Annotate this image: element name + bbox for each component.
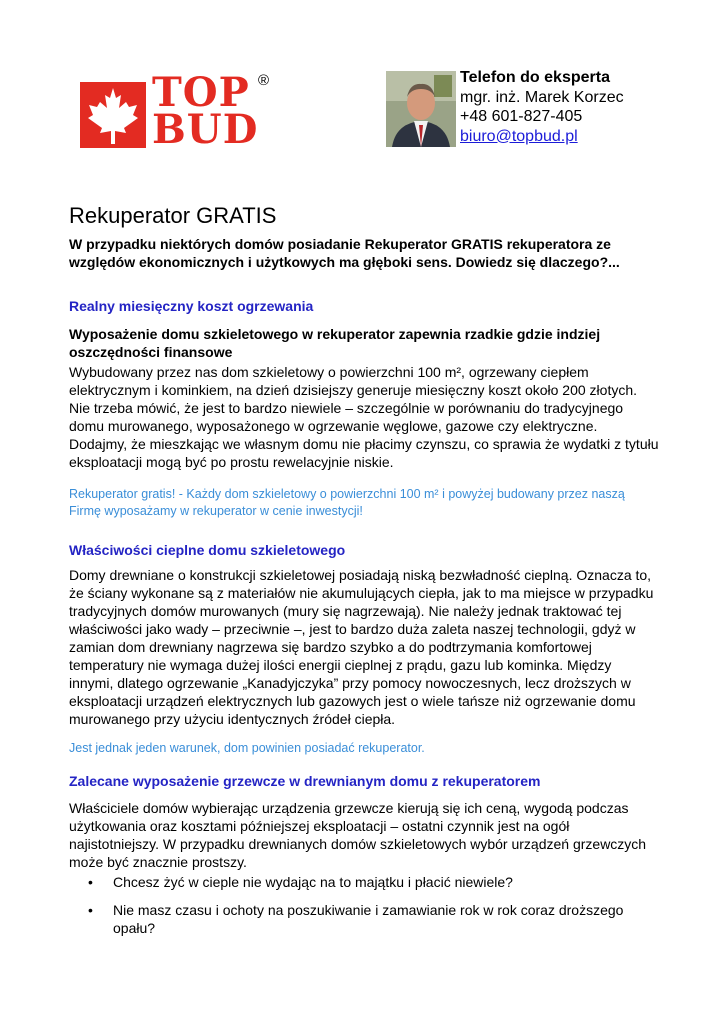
lead-paragraph: W przypadku niektórych domów posiadanie Rekuperator GRATIS rekuperatora ze względów ekonomicznych i użytkowych ma głęboki sens. Dowiedz się dlaczego?...: [69, 236, 620, 270]
question-list: [69, 873, 659, 947]
section-heading-equipment: Zalecane wyposażenie grzewcze w drewnianym domu z rekuperatorem: [69, 773, 541, 789]
topbud-logo: [80, 69, 270, 153]
section-subheading-savings: Wyposażenie domu szkieletowego w rekuperator zapewnia rzadkie gdzie indziej oszczędności finansowe: [69, 326, 601, 360]
section-heading-cost: Realny miesięczny koszt ogrzewania: [69, 298, 314, 314]
list-item: • Nie masz czasu i ochoty na poszukiwanie i zamawianie rok w rok coraz droższego opału?: [88, 902, 624, 936]
logo-line-top: TOP: [152, 69, 250, 116]
paragraph-thermal: Domy drewniane o konstrukcji szkieletowej posiadają niską bezwładność cieplną. Oznacza to, że ściany wykonane są z materiałów nie akumulujących ciepła, jak to ma miejsce w przypadku tradycyjnych domów murowanych (mury się nagrzewają). Nie należy jednak traktować tej właściwości jako wady – przeciwnie –, jest to bardzo duża zaleta naszej technologii, gdyż w zamian dom drewniany nagrzewa się bardzo szybko a do podtrzymania komfortowej temperatury nie wymaga dużej ilości energii cieplnej z prądu, gazu lub kominka. Między innymi, dlatego ogrzewanie „Kanadyjczyka” przy pomocy nowoczesnych, lecz droższych w eksploatacji urządzeń elektrycznych lub gazowych jest o wiele tańsze niż ogrzewanie domu murowanego przy użyciu identycznych źródeł ciepła.: [69, 567, 654, 727]
email-link[interactable]: biuro@topbud.pl: [460, 127, 578, 145]
condition-note: Jest jednak jeden warunek, dom powinien posiadać rekuperator.: [69, 741, 425, 755]
bullet-icon: •: [88, 902, 93, 918]
expert-photo: [386, 71, 456, 147]
bullet-icon: •: [88, 874, 93, 890]
registered-mark: ®: [258, 72, 270, 89]
contact-title: Telefon do eksperta: [460, 69, 610, 86]
paragraph-cost: Wybudowany przez nas dom szkieletowy o powierzchni 100 m², ogrzewany ciepłem elektrycznym i kominkiem, na dzień dzisiejszy generuje miesięczny koszt około 200 złotych. Nie trzeba mówić, że jest to bardzo niewiele – szczególnie w porównaniu do tradycyjnego domu murowanego, wyposażonego w ogrzewanie węglowe, gazowe czy elektryczne. Dodajmy, że mieszkając we własnym domu nie płacimy czynszu, co sprawia że wydatki z tytułu eksploatacji mogą być po prostu rewelacyjnie niskie.: [69, 364, 659, 470]
page-title: Rekuperator GRATIS: [69, 203, 277, 228]
expert-contact: [460, 68, 624, 146]
paragraph-equipment: Właściciele domów wybierając urządzenia grzewcze kierują się ich ceną, wygodą podczas użytkowania oraz kosztami późniejszej eksploatacji – ostatni czynnik jest na ogół najistotniejszy. W przypadku drewnianych domów szkieletowych wybór urządzeń grzewczych może być znacznie prostszy.: [69, 800, 647, 870]
list-item: • Chcesz żyć w cieple nie wydając na to majątku i płacić niewiele?: [88, 874, 513, 890]
logo-wordmark: [152, 69, 259, 153]
expert-phone[interactable]: +48 601-827-405: [460, 108, 583, 125]
section-heading-thermal: Właściwości cieplne domu szkieletowego: [69, 542, 346, 558]
promo-note: Rekuperator gratis! - Każdy dom szkieletowy o powierzchni 100 m² i powyżej budowany przez naszą Firmę wyposażamy w rekuperator w cenie inwestycji!: [69, 487, 625, 518]
logo-line-bud: BUD: [152, 106, 259, 153]
expert-name: mgr. inż. Marek Korzec: [460, 88, 624, 106]
maple-leaf-logo-icon: [80, 82, 146, 148]
